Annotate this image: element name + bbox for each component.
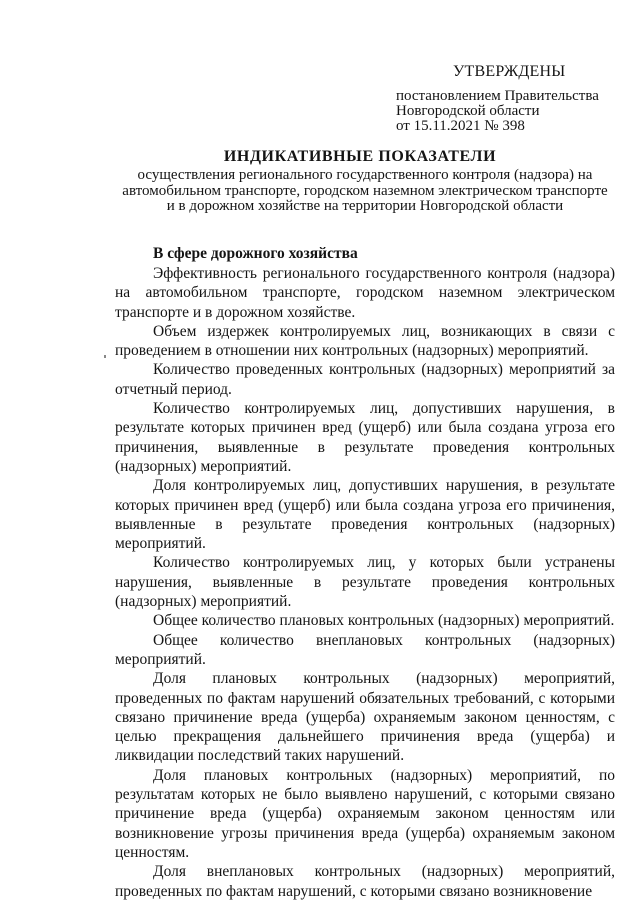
document-title: ИНДИКАТИВНЫЕ ПОКАЗАТЕЛИ (223, 148, 497, 165)
subtitle-line-3: и в дорожном хозяйстве на территории Новгородской области (166, 198, 564, 214)
paragraph: Общее количество плановых контрольных (надзорных) мероприятий. (153, 612, 615, 630)
approval-stamp (396, 64, 616, 134)
paragraph: Эффективность регионального государственного контроля (надзора) на автомобильном транспорте, городском наземном электрическом транспорте и в дорожном хозяйстве. (115, 265, 615, 321)
paragraph: Количество контролируемых лиц, допустивших нарушения, в результате которых причинен вред (ущерб) или была создана угроза его причинения, выявленные в результате проведения контрольных (надзорных) мероприятий. (115, 400, 615, 475)
approval-line-3: от 15.11.2021 № 398 (396, 118, 525, 134)
section-heading: В сфере дорожного хозяйства (153, 245, 358, 262)
paragraph: Количество проведенных контрольных (надзорных) мероприятий за отчетный период. (115, 361, 615, 398)
approved-heading: УТВЕРЖДЕНЫ (453, 63, 566, 80)
document-subtitle (110, 168, 620, 215)
subtitle-line-1: осуществления регионального государственного контроля (надзора) на (137, 167, 593, 183)
approval-line-2: Новгородской области (396, 103, 540, 119)
paragraph: Доля плановых контрольных (надзорных) мероприятий, проведенных по фактам нарушений обязательных требований, с которыми связано причинение вреда (ущерба) охраняемым законом ценностям, с целью прекращения дальнейшего причинения вреда (ущерба) и ликвидации последствий таких нарушений. (115, 670, 615, 765)
approval-line-1: постановлением Правительства (396, 88, 599, 104)
paragraph: Доля контролируемых лиц, допустивших нарушения, в результате которых причинен вред (ущерб) или была создана угроза его причинения, выявленные в результате проведения контрольных (надзорных) мероприятий. (115, 477, 615, 553)
paragraph: Общее количество внеплановых контрольных (надзорных) мероприятий. (115, 631, 615, 668)
paragraph: Доля плановых контрольных (надзорных) мероприятий, по результатам которых не было выявлено нарушений, с которыми связано причинение вреда (ущерба) охраняемым законом ценностям или возникновение угрозы причинения вреда (ущерба) охраняемым законом ценностям. (115, 766, 615, 861)
paragraph: Объем издержек контролируемых лиц, возникающих в связи с проведением в отношении них контрольных (надзорных) мероприятий. (115, 322, 615, 360)
scan-artifact (104, 355, 106, 358)
paragraph: Количество контролируемых лиц, у которых были устранены нарушения, выявленные в результате проведения контрольных (надзорных) мероприятий. (115, 554, 615, 611)
body-text (115, 264, 615, 901)
subtitle-line-2: автомобильном транспорте, городском наземном электрическом транспорте (122, 182, 608, 199)
paragraph: Доля внеплановых контрольных (надзорных) мероприятий, проведенных по фактам нарушений, с которыми связано возникновение (115, 863, 615, 900)
